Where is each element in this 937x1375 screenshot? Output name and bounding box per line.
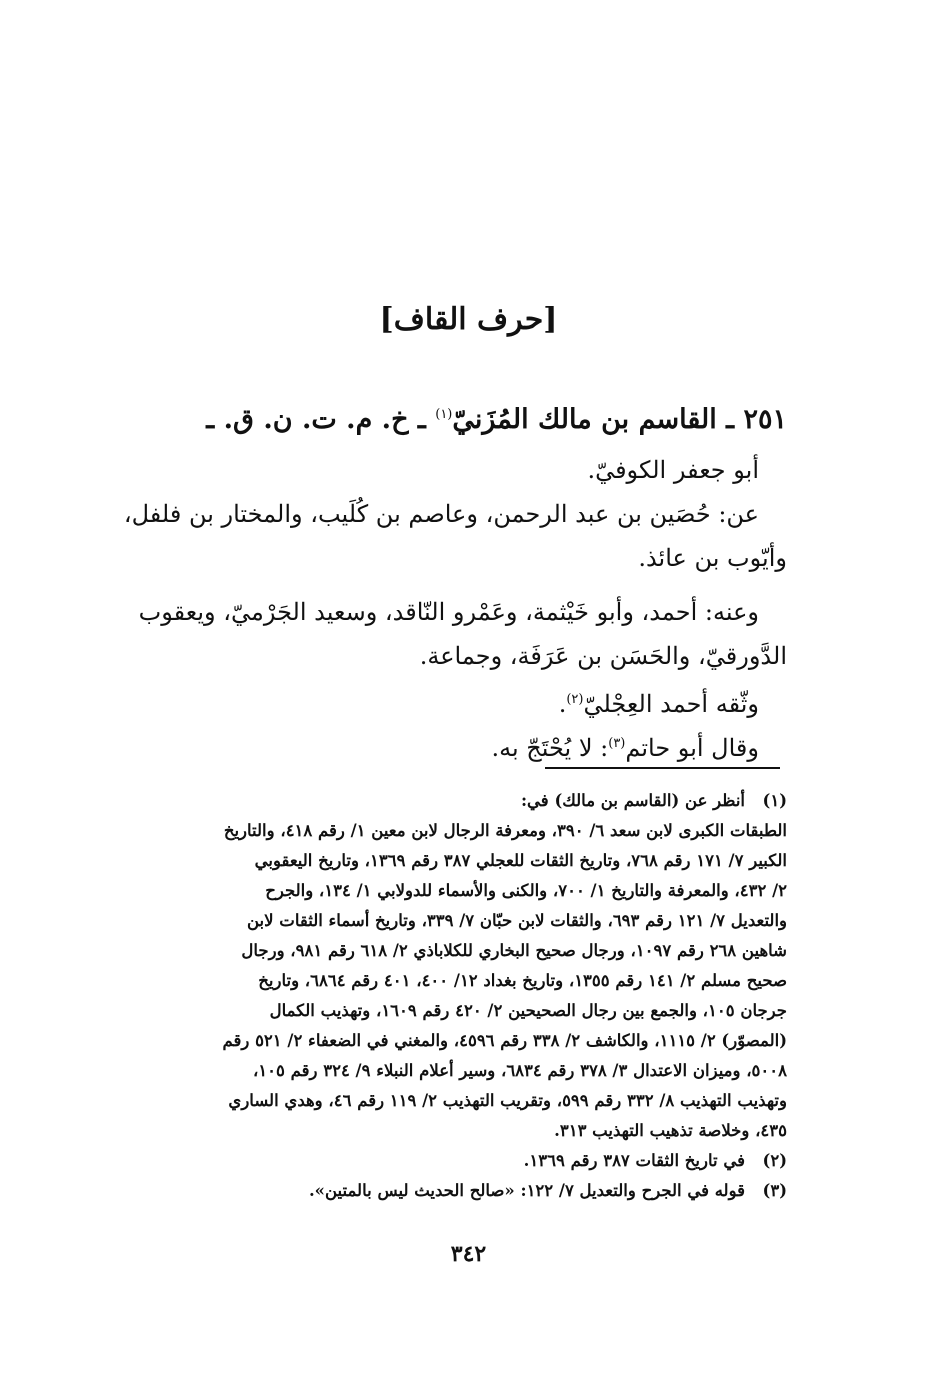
teachers-line-2: وأيّوب بن عائذ. [638, 544, 787, 572]
tawthiq-period: . [558, 690, 567, 718]
footnote-2 [97, 1146, 787, 1176]
footnote-3 [97, 1176, 787, 1206]
footnote-line: الكبير ٧/ ١٧١ رقم ٧٦٨، وتاريخ الثقات للعجلي ٣٨٧ رقم ١٣٦٩، وتاريخ اليعقوبي [254, 851, 787, 870]
footnote-ref-1[interactable]: (١) [435, 407, 453, 422]
footnote-body [97, 1176, 745, 1206]
teachers-line-1: عن: حُصَين بن عبد الرحمن، وعاصم بن كُلَيب، والمختار بن فلفل، [123, 500, 759, 528]
footnote-line: ٤٣٥، وخلاصة تذهيب التهذيب ٣١٣. [554, 1121, 787, 1140]
footnote-line: في تاريخ الثقات ٣٨٧ رقم ١٣٦٩. [523, 1151, 745, 1170]
footnote-line: وتهذيب التهذيب ٨/ ٣٣٢ رقم ٥٩٩، وتقريب التهذيب ٢/ ١١٩ رقم ٤٦، وهدي الساري [228, 1091, 787, 1110]
students-line-1: وعنه: أحمد، وأبو خَيْثمة، وعَمْرو النّاقد، وسعيد الجَرْميّ، ويعقوب [138, 598, 759, 626]
abu-hatim-post: : لا يُحْتَجّ به. [491, 734, 609, 762]
footnote-line: جرجان ١٠٥، والجمع بين رجال الصحيحين ٢/ ٤٢٠ رقم ١٦٠٩، وتهذيب الكمال [269, 1001, 787, 1020]
footnote-line: الطبقات الكبرى لابن سعد ٦/ ٣٩٠، ومعرفة الرجال لابن معين ١/ رقم ٤١٨، والتاريخ [223, 821, 787, 840]
entry-heading [150, 392, 787, 443]
footnotes [97, 786, 787, 1206]
footnote-line: ٥٠٠٨، وميزان الاعتدال ٣/ ٣٧٨ رقم ٦٨٣٤، وسير أعلام النبلاء ٩/ ٣٢٤ رقم ١٠٥، [252, 1061, 787, 1080]
entry-heading-symbols: ـ خ. م. ت. ن. ق. ـ [206, 404, 426, 435]
footnote-number: (٣) [762, 1181, 787, 1200]
section-title: [حرف القاف] [379, 302, 558, 337]
page-number: ٣٤٢ [450, 1241, 487, 1267]
footnote-body [97, 1146, 745, 1176]
tawthiq-text: وثّقه أحمد العِجْليّ [583, 690, 759, 718]
footnote-line: ٢/ ٤٣٢، والمعرفة والتاريخ ١/ ٧٠٠، والكنى والأسماء للدولابي ١/ ١٣٤، والجرح [265, 881, 787, 900]
footnote-body [97, 786, 787, 1146]
footnote-ref-3[interactable]: (٣) [608, 736, 626, 751]
entry-heading-name: ٢٥١ ـ القاسم بن مالك المُزَنيّ [452, 404, 787, 435]
footnote-number: (٢) [762, 1151, 787, 1170]
abu-hatim-pre: وقال أبو حاتم [625, 734, 759, 762]
entry-body [97, 448, 787, 766]
footnote-divider [545, 767, 780, 769]
footnote-line: والتعديل ٧/ ١٢١ رقم ٦٩٣، والثقات لابن حبّان ٧/ ٣٣٩، وتاريخ أسماء الثقات لابن [247, 911, 787, 930]
footnote-line: أنظر عن (القاسم بن مالك) في: [520, 791, 745, 810]
tawthiq-line [97, 678, 787, 722]
footnote-ref-2[interactable]: (٢) [566, 692, 584, 707]
footnote-line: صحيح مسلم ٢/ ١٤١ رقم ١٣٥٥، وتاريخ بغداد ١٢/ ٤٠٠، ٤٠١ رقم ٦٨٦٤، وتاريخ [258, 971, 787, 990]
students-line-2: الدَّورقيّ، والحَسَن بن عَرَفَة، وجماعة. [419, 642, 787, 670]
footnote-line: شاهين ٢٦٨ رقم ١٠٩٧، ورجال صحيح البخاري للكلاباذي ٢/ ٦١٨ رقم ٩٨١، ورجال [241, 941, 787, 960]
footnote-1 [97, 786, 787, 1146]
abu-hatim-line [97, 722, 787, 766]
kunya-line: أبو جعفر الكوفيّ. [587, 456, 759, 484]
footnote-number: (١) [762, 791, 787, 810]
footnote-line: (المصوّر) ٢/ ١١١٥، والكاشف ٢/ ٣٣٨ رقم ٤٥٩٦، والمغني في الضعفاء ٢/ ٥٢١ رقم [222, 1031, 787, 1050]
footnote-line: قوله في الجرح والتعديل ٧/ ١٢٢: «صالح الحديث ليس بالمتين». [308, 1181, 745, 1200]
